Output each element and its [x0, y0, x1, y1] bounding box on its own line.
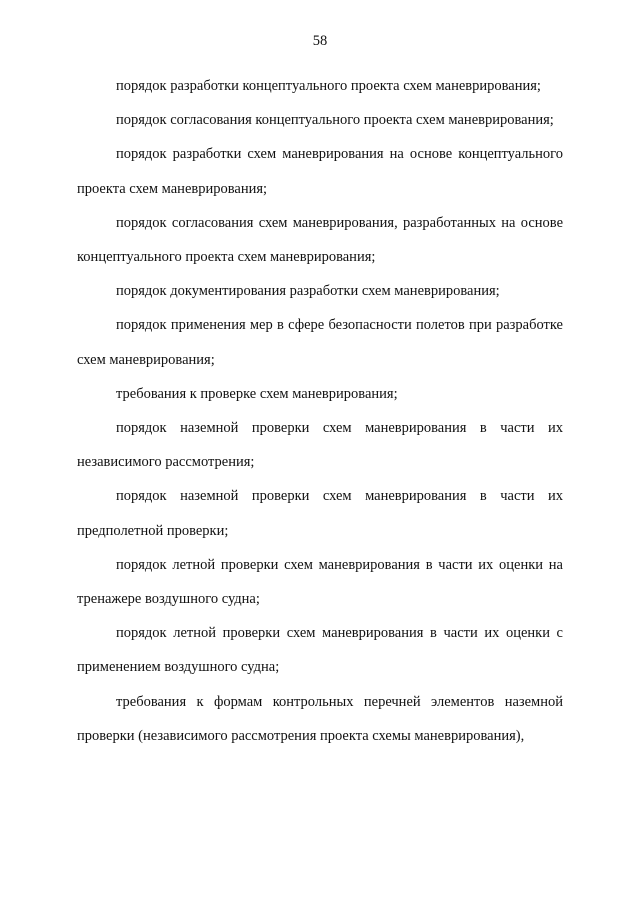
list-item: порядок применения мер в сфере безопасности полетов при разработке схем маневрирования;: [77, 317, 563, 368]
list-item: порядок документирования разработки схем маневрирования;: [116, 283, 500, 300]
list-item: порядок разработки схем маневрирования на основе концептуального проекта схем маневрирования;: [77, 146, 563, 197]
list-item: порядок летной проверки схем маневрирования в части их оценки с применением воздушного судна;: [77, 625, 563, 676]
list-item: порядок согласования схем маневрирования, разработанных на основе концептуального проекта схем маневрирования;: [77, 214, 563, 266]
list-item-continued: требования к формам контрольных перечней элементов наземной проверки (независимого рассмотрения проекта схемы маневрирования),: [77, 693, 563, 744]
list-item: порядок наземной проверки схем маневрирования в части их независимого рассмотрения;: [77, 420, 563, 471]
list-item: требования к проверке схем маневрирования;: [116, 385, 398, 402]
page-number: 58: [312, 33, 328, 49]
list-item: порядок разработки концептуального проекта схем маневрирования;: [116, 78, 541, 94]
list-item: порядок летной проверки схем маневрирования в части их оценки на тренажере воздушного судна;: [77, 556, 563, 608]
body-text: [77, 69, 563, 753]
list-item: порядок согласования концептуального проекта схем маневрирования;: [116, 112, 554, 129]
list-item: порядок наземной проверки схем маневрирования в части их предполетной проверки;: [77, 488, 563, 539]
